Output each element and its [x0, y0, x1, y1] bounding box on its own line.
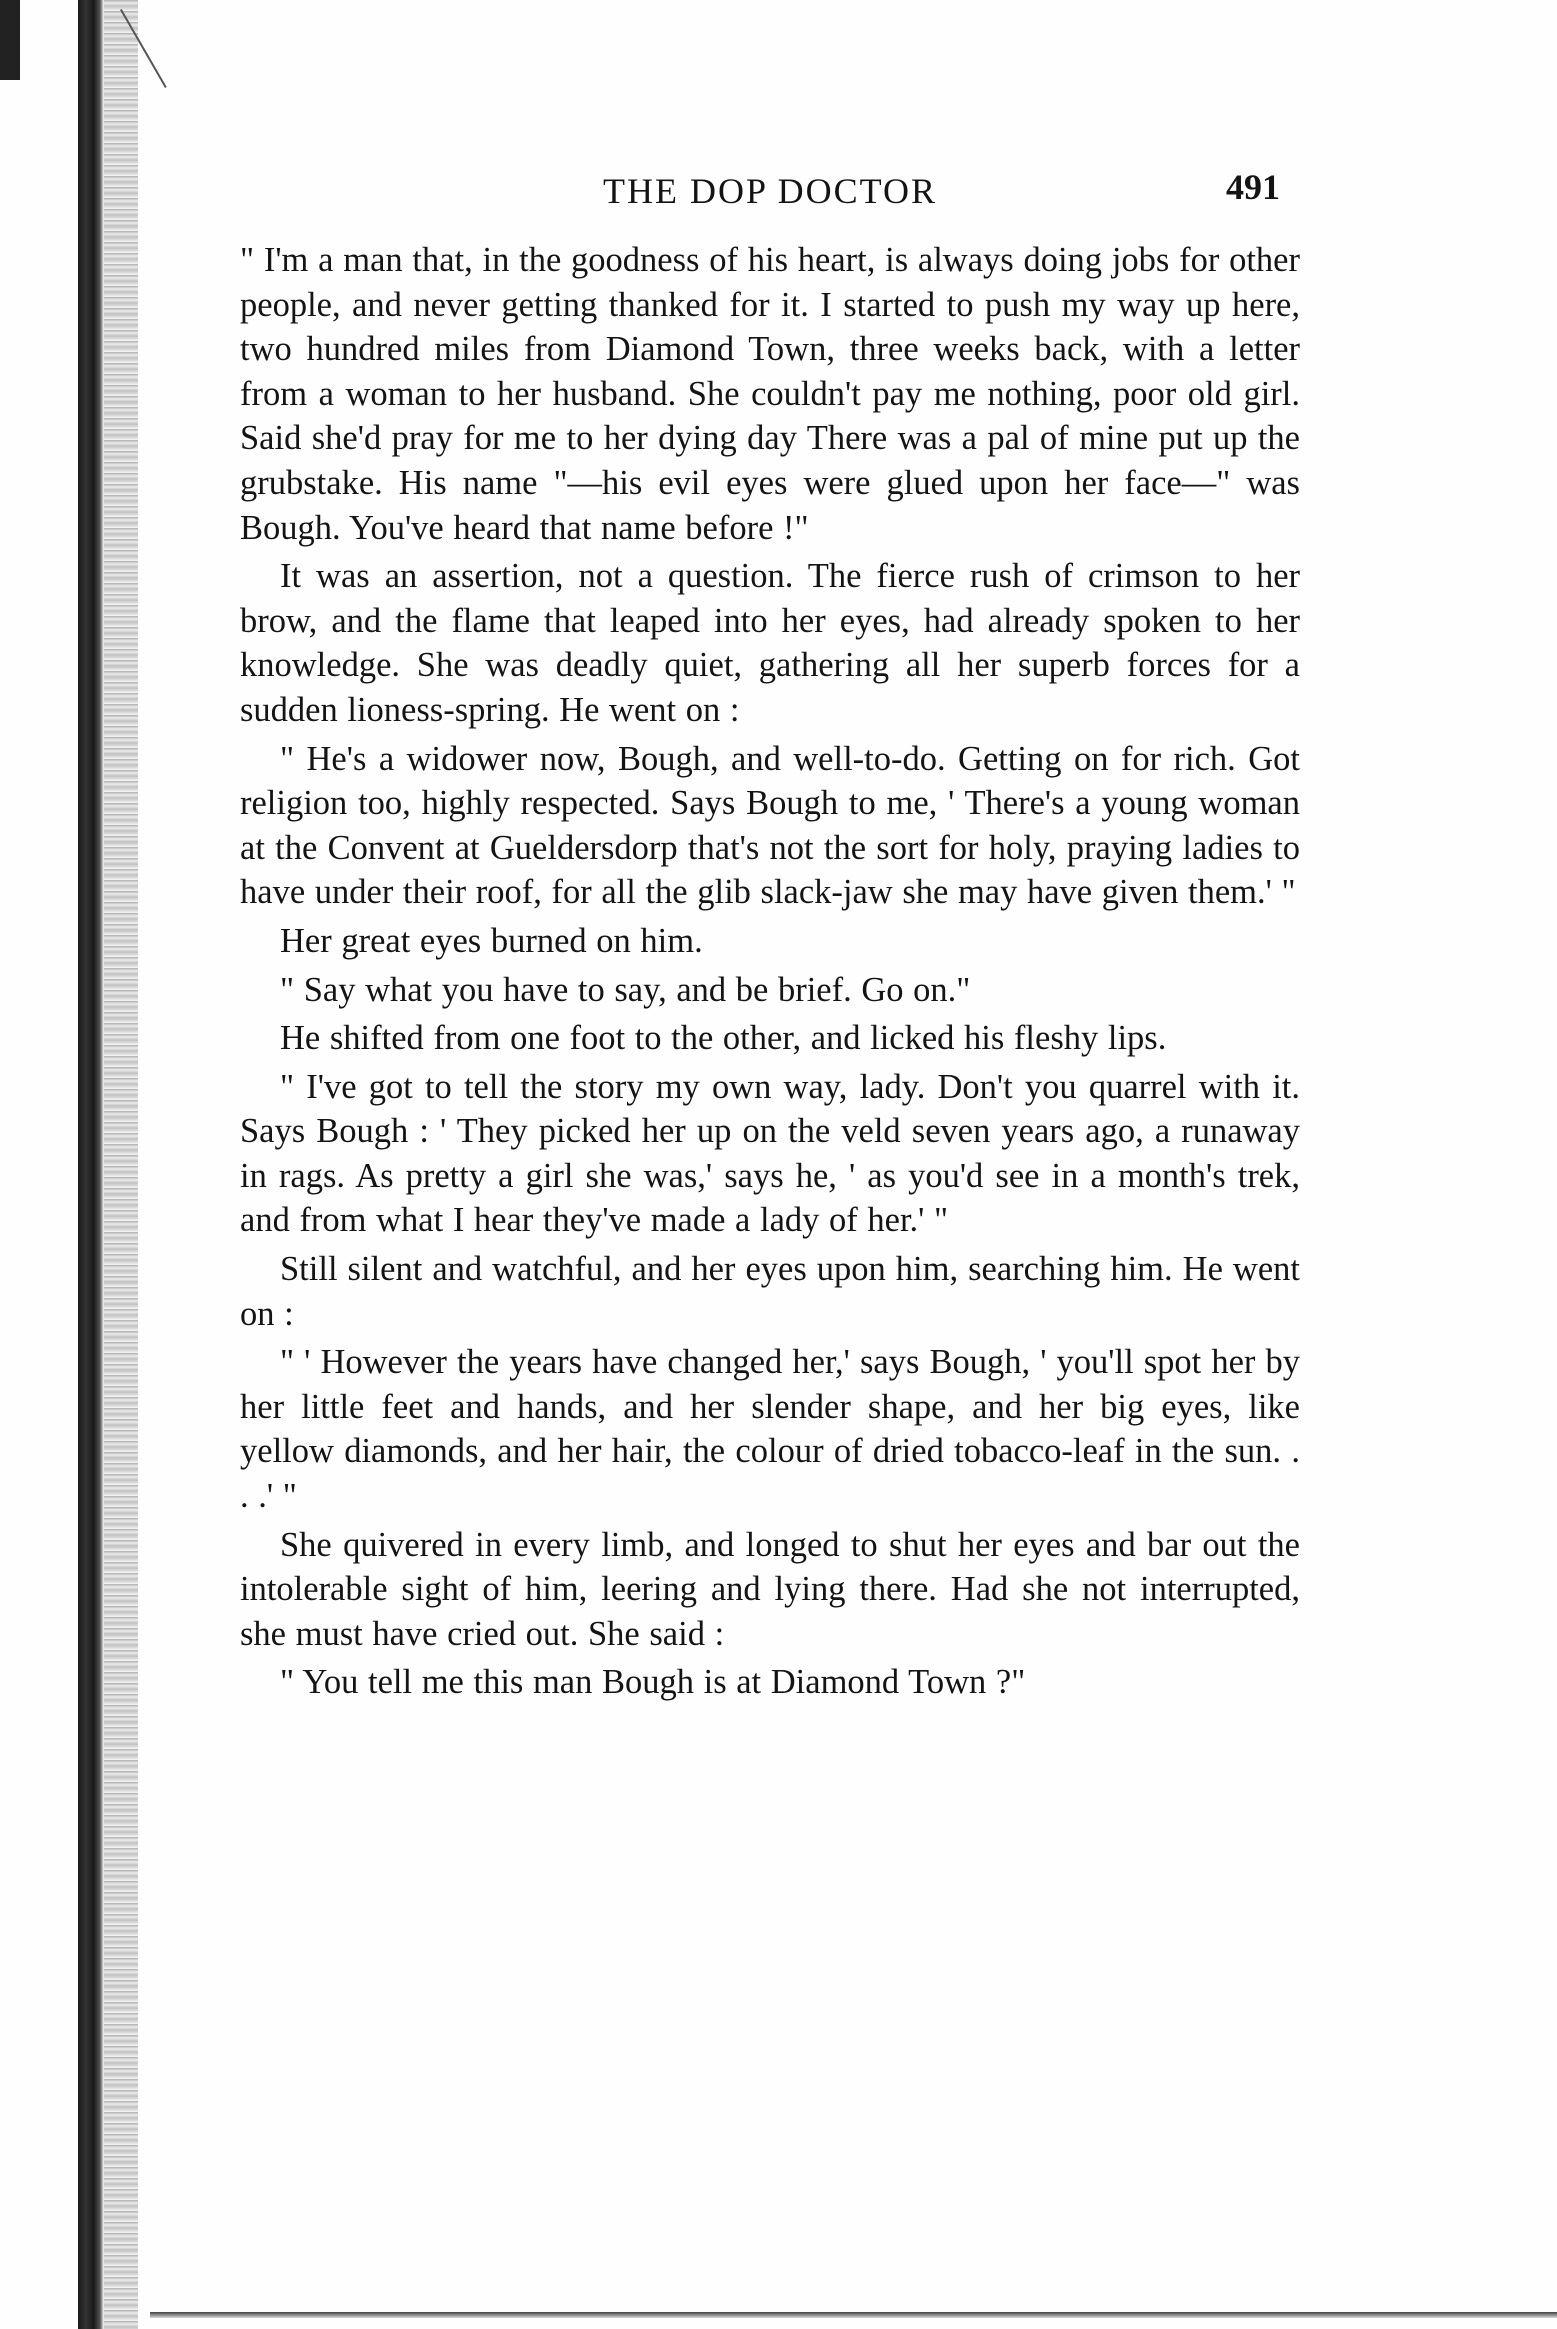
page-header — [240, 166, 1300, 216]
paragraph: He shifted from one foot to the other, and licked his fleshy lips. — [280, 1019, 1167, 1058]
body-text — [240, 238, 1300, 1709]
paragraph: " ' However the years have changed her,' says Bough, ' you'll spot her by her little feet and hands, and her slender shape, and her big eyes, like yellow diamonds, and her hair, the colour of dried tobacco-leaf in the sun. . . .' " — [240, 1343, 1300, 1516]
paragraph: She quivered in every limb, and longed to shut her eyes and bar out the intolerable sight of him, leering and lying there. Had she not interrupted, she must have cried out. She said : — [240, 1525, 1300, 1653]
scan-bottom-edge — [150, 2312, 1557, 2318]
paragraph: " I've got to tell the story my own way, lady. Don't you quarrel with it. Says Bough : ' They picked her up on the veld seven years ago, a runaway in rags. As pretty a girl she was,' says he, ' as you'd see in a month's trek, and from what I hear they've made a lady of her.' " — [240, 1067, 1300, 1240]
paragraph: Still silent and watchful, and her eyes upon him, searching him. He went on : — [240, 1250, 1300, 1333]
paragraph: It was an assertion, not a question. The fierce rush of crimson to her brow, and the flame that leaped into her eyes, had already spoken to her knowledge. She was deadly quiet, gathering all her superb forces for a sudden lioness-spring. He went on : — [240, 557, 1300, 729]
paragraph: " He's a widower now, Bough, and well-to-do. Getting on for rich. Got religion too, highly respected. Says Bough to me, ' There's a young woman at the Convent at Gueldersdorp that's not the sort for holy, praying ladies to have under their roof, for all the glib slack-jaw she may have given them.' " — [240, 739, 1300, 912]
paragraph: Her great eyes burned on him. — [280, 921, 703, 960]
binding-texture — [104, 0, 138, 2329]
paragraph: " You tell me this man Bough is at Diamond Town ?" — [280, 1663, 1026, 1702]
paragraph: " I'm a man that, in the goodness of his heart, is always doing jobs for other people, and never getting thanked for it. I started to push my way up here, two hundred miles from Diamond Town, three weeks back, with a letter from a woman to her husband. She couldn't pay me nothing, poor old girl. Said she'd pray for me to her dying day There was a pal of mine put up the grubstake. His name "—his evil eyes were glued upon her face—" was Bough. You've heard that name before !" — [240, 241, 1300, 547]
book-binding-edge — [0, 0, 150, 2329]
running-head: THE DOP DOCTOR — [602, 171, 938, 211]
binding-corner — [0, 0, 20, 80]
page-number: 491 — [1226, 167, 1280, 207]
paragraph: " Say what you have to say, and be brief. Go on." — [280, 970, 971, 1009]
binding-shadow — [78, 0, 104, 2329]
